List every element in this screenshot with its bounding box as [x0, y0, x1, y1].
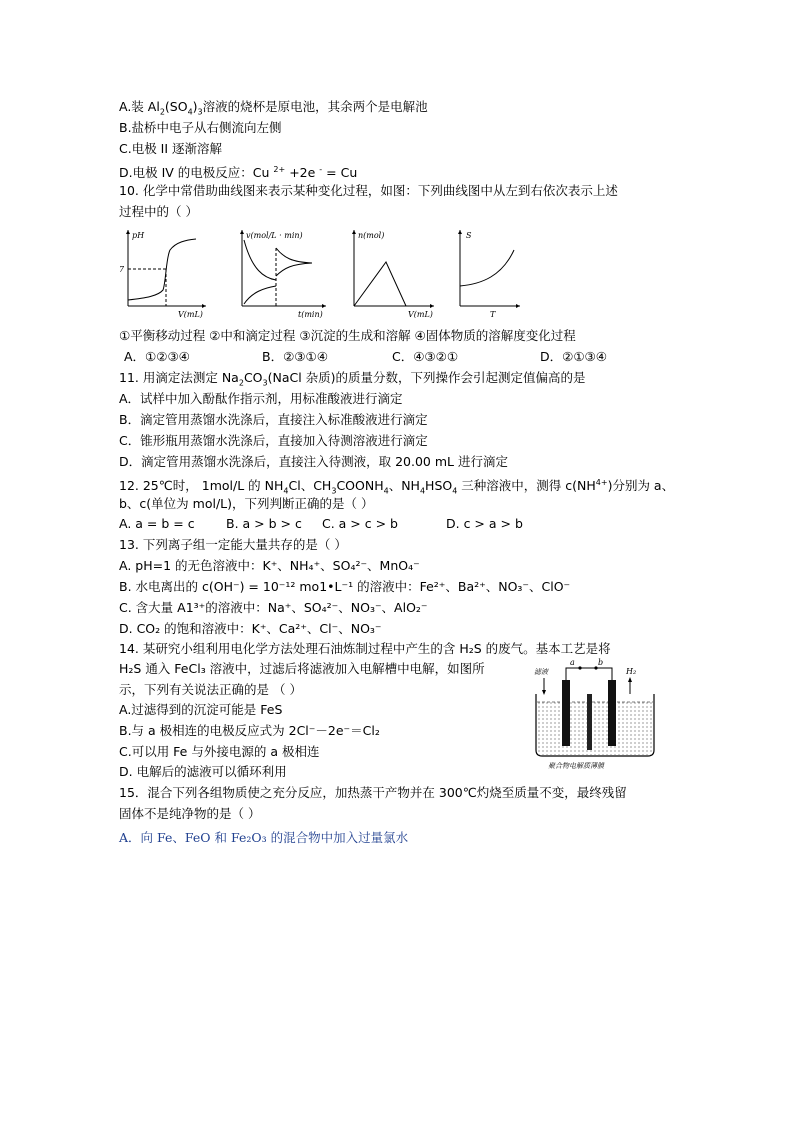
q11-option-a: A．试样中加入酚酞作指示剂，用标准酸液进行滴定 — [119, 391, 403, 406]
g2-xlabel: t(min) — [298, 310, 323, 318]
g2-ylabel: v(mol/L · min) — [246, 231, 303, 240]
q13-option-d: D. CO₂ 的饱和溶液中：K⁺、Ca²⁺、Cl⁻、NO₃⁻ — [119, 621, 382, 636]
g3-xlabel: V(mL) — [408, 310, 433, 318]
q11-option-c: C．锥形瓶用蒸馏水洗涤后，直接加入待测溶液进行滴定 — [119, 433, 428, 448]
graph-precipitate — [346, 226, 438, 318]
q14-option-d: D. 电解后的滤液可以循环利用 — [119, 764, 287, 779]
g4-xlabel: T — [490, 310, 496, 318]
q12-option-c: C. a > c > b — [322, 516, 398, 531]
q13-option-b: B. 水电离出的 c(OH⁻) = 10⁻¹² mo1•L⁻¹ 的溶液中：Fe²⁺、Ba²⁺、NO₃⁻、ClO⁻ — [119, 579, 571, 594]
electrolysis-diagram — [530, 658, 660, 770]
q10-processes: ①平衡移动过程 ②中和滴定过程 ③沉淀的生成和溶解 ④固体物质的溶解度变化过程 — [119, 328, 576, 343]
gas-label: H₂ — [626, 667, 637, 676]
q13-stem: 13. 下列离子组一定能大量共存的是（ ） — [119, 537, 347, 552]
q10-option-c: C．④③②① — [392, 349, 459, 364]
q10-option-a: A．①②③④ — [124, 349, 190, 364]
q14-stem-line3: 示，下列有关说法正确的是 （ ） — [119, 682, 302, 697]
q14-stem-line1: 14. 某研究小组利用电化学方法处理石油炼制过程中产生的含 H₂S 的废气。基本工艺是将 — [119, 641, 611, 656]
q11-stem: 11. 用滴定法测定 $Na_2CO_3(NaCl$ 杂质)的质量分数，下列操作会引起测定值偏高的是 — [119, 370, 586, 388]
inlet-label: 滤液 — [534, 668, 548, 676]
q12-option-d: D. c > a > b — [446, 516, 523, 531]
q15-stem-line2: 固体不是纯净物的是（ ） — [119, 806, 261, 821]
q9-option-d: D.电极 IV 的电极反应：Cu $^{2+}$ +2e - = Cu — [119, 165, 358, 181]
q10-stem-line1: 10. 化学中常借助曲线图来表示某种变化过程，如图：下列曲线图中从左到右依次表示上述 — [119, 183, 618, 198]
g1-ylabel: pH — [132, 231, 145, 240]
graph-rate — [232, 226, 330, 318]
q9-option-c: C.电极 II 逐渐溶解 — [119, 141, 223, 156]
q9-option-b: B.盐桥中电子从右侧流向左侧 — [119, 120, 282, 135]
terminal-a-label: a — [570, 658, 575, 667]
q14-option-a: A.过滤得到的沉淀可能是 FeS — [119, 702, 283, 717]
q13-option-a: A. pH=1 的无色溶液中：K⁺、NH₄⁺、SO₄²⁻、MnO₄⁻ — [119, 558, 420, 573]
q10-option-b: B．②③①④ — [262, 349, 328, 364]
q10-option-d: D．②①③④ — [540, 349, 607, 364]
graph-solubility — [452, 226, 524, 318]
q12-option-a: A. a = b = c — [119, 516, 195, 531]
q13-option-c: C. 含大量 A1³⁺的溶液中：Na⁺、SO₄²⁻、NO₃⁻、AlO₂⁻ — [119, 600, 428, 615]
q15-option-a: A．向 Fe、FeO 和 Fe₂O₃ 的混合物中加入过量氯水 — [119, 830, 409, 845]
g1-tick: 7 — [119, 265, 125, 274]
terminal-b-label: b — [598, 658, 604, 667]
diagram-caption: 聚合物电解质薄膜 — [548, 762, 604, 770]
g3-ylabel: n(mol) — [358, 231, 385, 240]
g4-ylabel: S — [466, 231, 472, 240]
q14-stem-line2: H₂S 通入 FeCl₃ 溶液中，过滤后将滤液加入电解槽中电解，如图所 — [119, 661, 485, 676]
q9-option-a: A.装 $Al_2(SO_4)_3$溶液的烧杯是原电池，其余两个是电解池 — [119, 99, 428, 117]
q11-option-b: B．滴定管用蒸馏水洗涤后，直接注入标准酸液进行滴定 — [119, 412, 428, 427]
q11-option-d: D．滴定管用蒸馏水洗涤后，直接注入待测液，取 20.00 mL 进行滴定 — [119, 454, 508, 469]
q12-option-b: B. a > b > c — [226, 516, 302, 531]
q12-stem-line1: 12. 25℃时， 1mol/L 的 $NH_4Cl$、$CH_3COONH_4$、$NH_4HSO_4$ 三种溶液中，测得 $c(NH^{4+})$分别为 a、 — [119, 478, 675, 496]
q12-stem-line2: b、c(单位为 mol/L)，下列判断正确的是（ ） — [119, 496, 374, 511]
graph-titration — [118, 226, 210, 318]
g1-xlabel: V(mL) — [178, 310, 203, 318]
q14-option-c: C.可以用 Fe 与外接电源的 a 极相连 — [119, 744, 320, 759]
q10-stem-line2: 过程中的（ ） — [119, 204, 198, 219]
q14-option-b: B.与 a 极相连的电极反应式为 2Cl⁻－2e⁻＝Cl₂ — [119, 723, 380, 738]
q15-stem-line1: 15．混合下列各组物质使之充分反应，加热蒸干产物并在 300℃灼烧至质量不变，最终残留 — [119, 785, 627, 800]
